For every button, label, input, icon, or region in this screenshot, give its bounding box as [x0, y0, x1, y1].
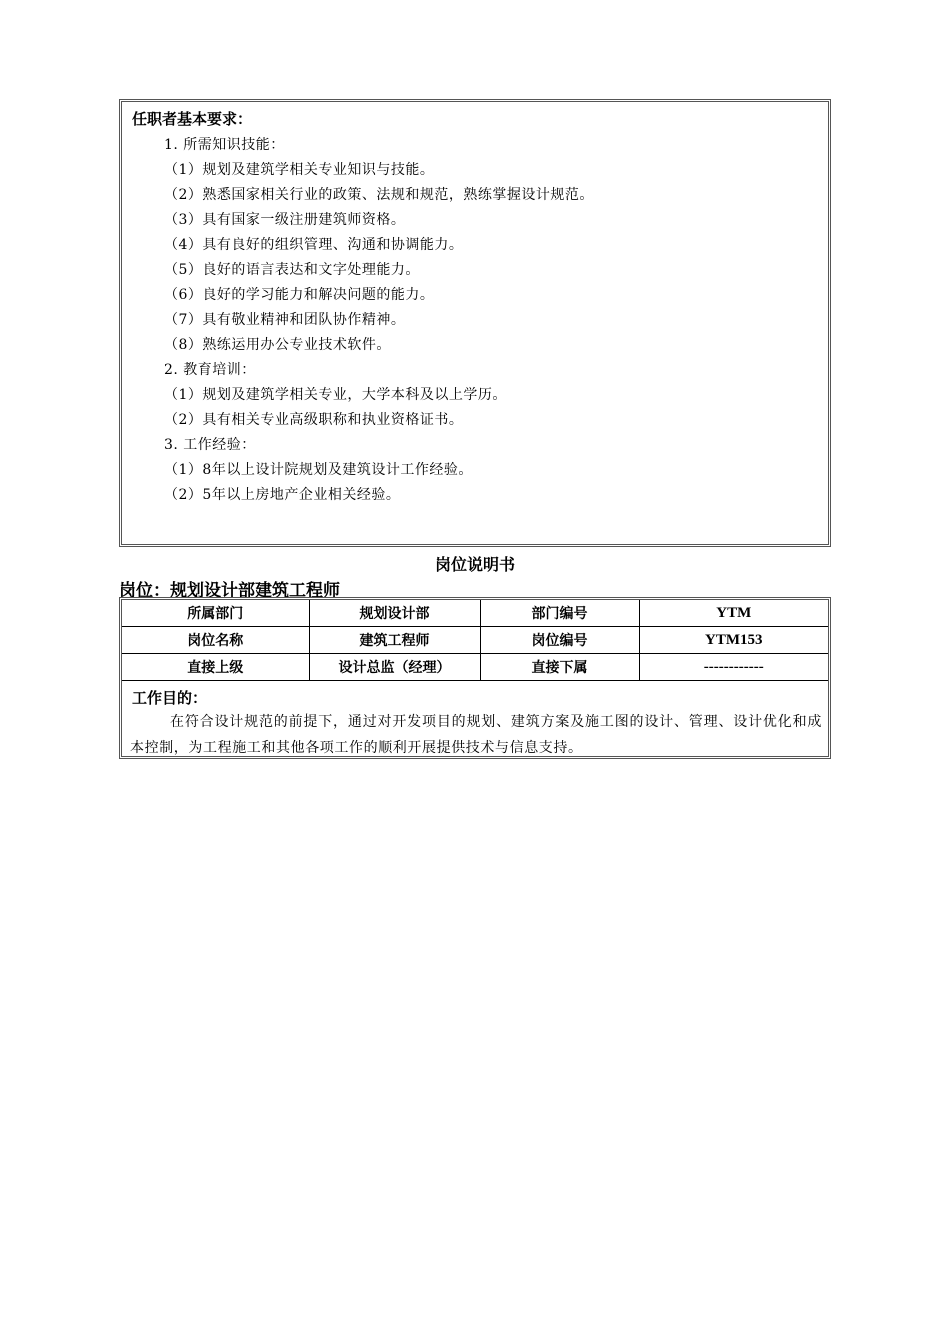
req-item: （2）熟悉国家相关行业的政策、法规和规范，熟练掌握设计规范。: [164, 187, 594, 203]
value-subordinates: ------------: [639, 654, 828, 681]
table-row: [122, 600, 828, 627]
req-item: （5）良好的语言表达和文字处理能力。: [164, 262, 420, 278]
requirements-title: 任职者基本要求：: [132, 110, 253, 128]
req-item: （4）具有良好的组织管理、沟通和协调能力。: [164, 237, 464, 253]
req-item: （2）具有相关专业高级职称和执业资格证书。: [164, 412, 464, 428]
req-item: （3）具有国家一级注册建筑师资格。: [164, 212, 406, 228]
purpose-title: 工作目的：: [132, 689, 208, 707]
table-row: [122, 654, 828, 681]
table-row: [122, 627, 828, 654]
req-item: （2）5年以上房地产企业相关经验。: [164, 487, 401, 503]
req-item: （1）规划及建筑学相关专业，大学本科及以上学历。: [164, 387, 507, 403]
value-position-code: YTM153: [639, 627, 828, 654]
value-position: 建筑工程师: [309, 627, 480, 654]
job-info-table: [122, 600, 828, 681]
value-department-code: YTM: [639, 600, 828, 627]
purpose-text: 在符合设计规范的前提下，通过对开发项目的规划、建筑方案及施工图的设计、管理、设计优化和成本控制，为工程施工和其他各项工作的顺利开展提供技术与信息支持。: [130, 714, 822, 756]
document-title: 岗位说明书: [434, 555, 515, 574]
requirements-box: [119, 99, 831, 547]
req-item: （6）良好的学习能力和解决问题的能力。: [164, 287, 435, 303]
label-position: 岗位名称: [122, 627, 309, 654]
value-department: 规划设计部: [309, 600, 480, 627]
req-item: （8）熟练运用办公专业技术软件。: [164, 337, 391, 353]
label-department: 所属部门: [122, 600, 309, 627]
label-position-code: 岗位编号: [480, 627, 639, 654]
post-title: 岗位：规划设计部建筑工程师: [119, 581, 340, 601]
req-section-heading: 2. 教育培训：: [164, 362, 256, 378]
req-item: （7）具有敬业精神和团队协作精神。: [164, 312, 406, 328]
value-supervisor: 设计总监（经理）: [309, 654, 480, 681]
job-info-box: [119, 597, 831, 759]
req-item: （1）规划及建筑学相关专业知识与技能。: [164, 162, 435, 178]
req-section-heading: 3. 工作经验：: [164, 437, 256, 453]
label-department-code: 部门编号: [480, 600, 639, 627]
label-supervisor: 直接上级: [122, 654, 309, 681]
req-section-heading: 1. 所需知识技能：: [164, 137, 285, 153]
label-subordinates: 直接下属: [480, 654, 639, 681]
req-item: （1）8年以上设计院规划及建筑设计工作经验。: [164, 462, 473, 478]
